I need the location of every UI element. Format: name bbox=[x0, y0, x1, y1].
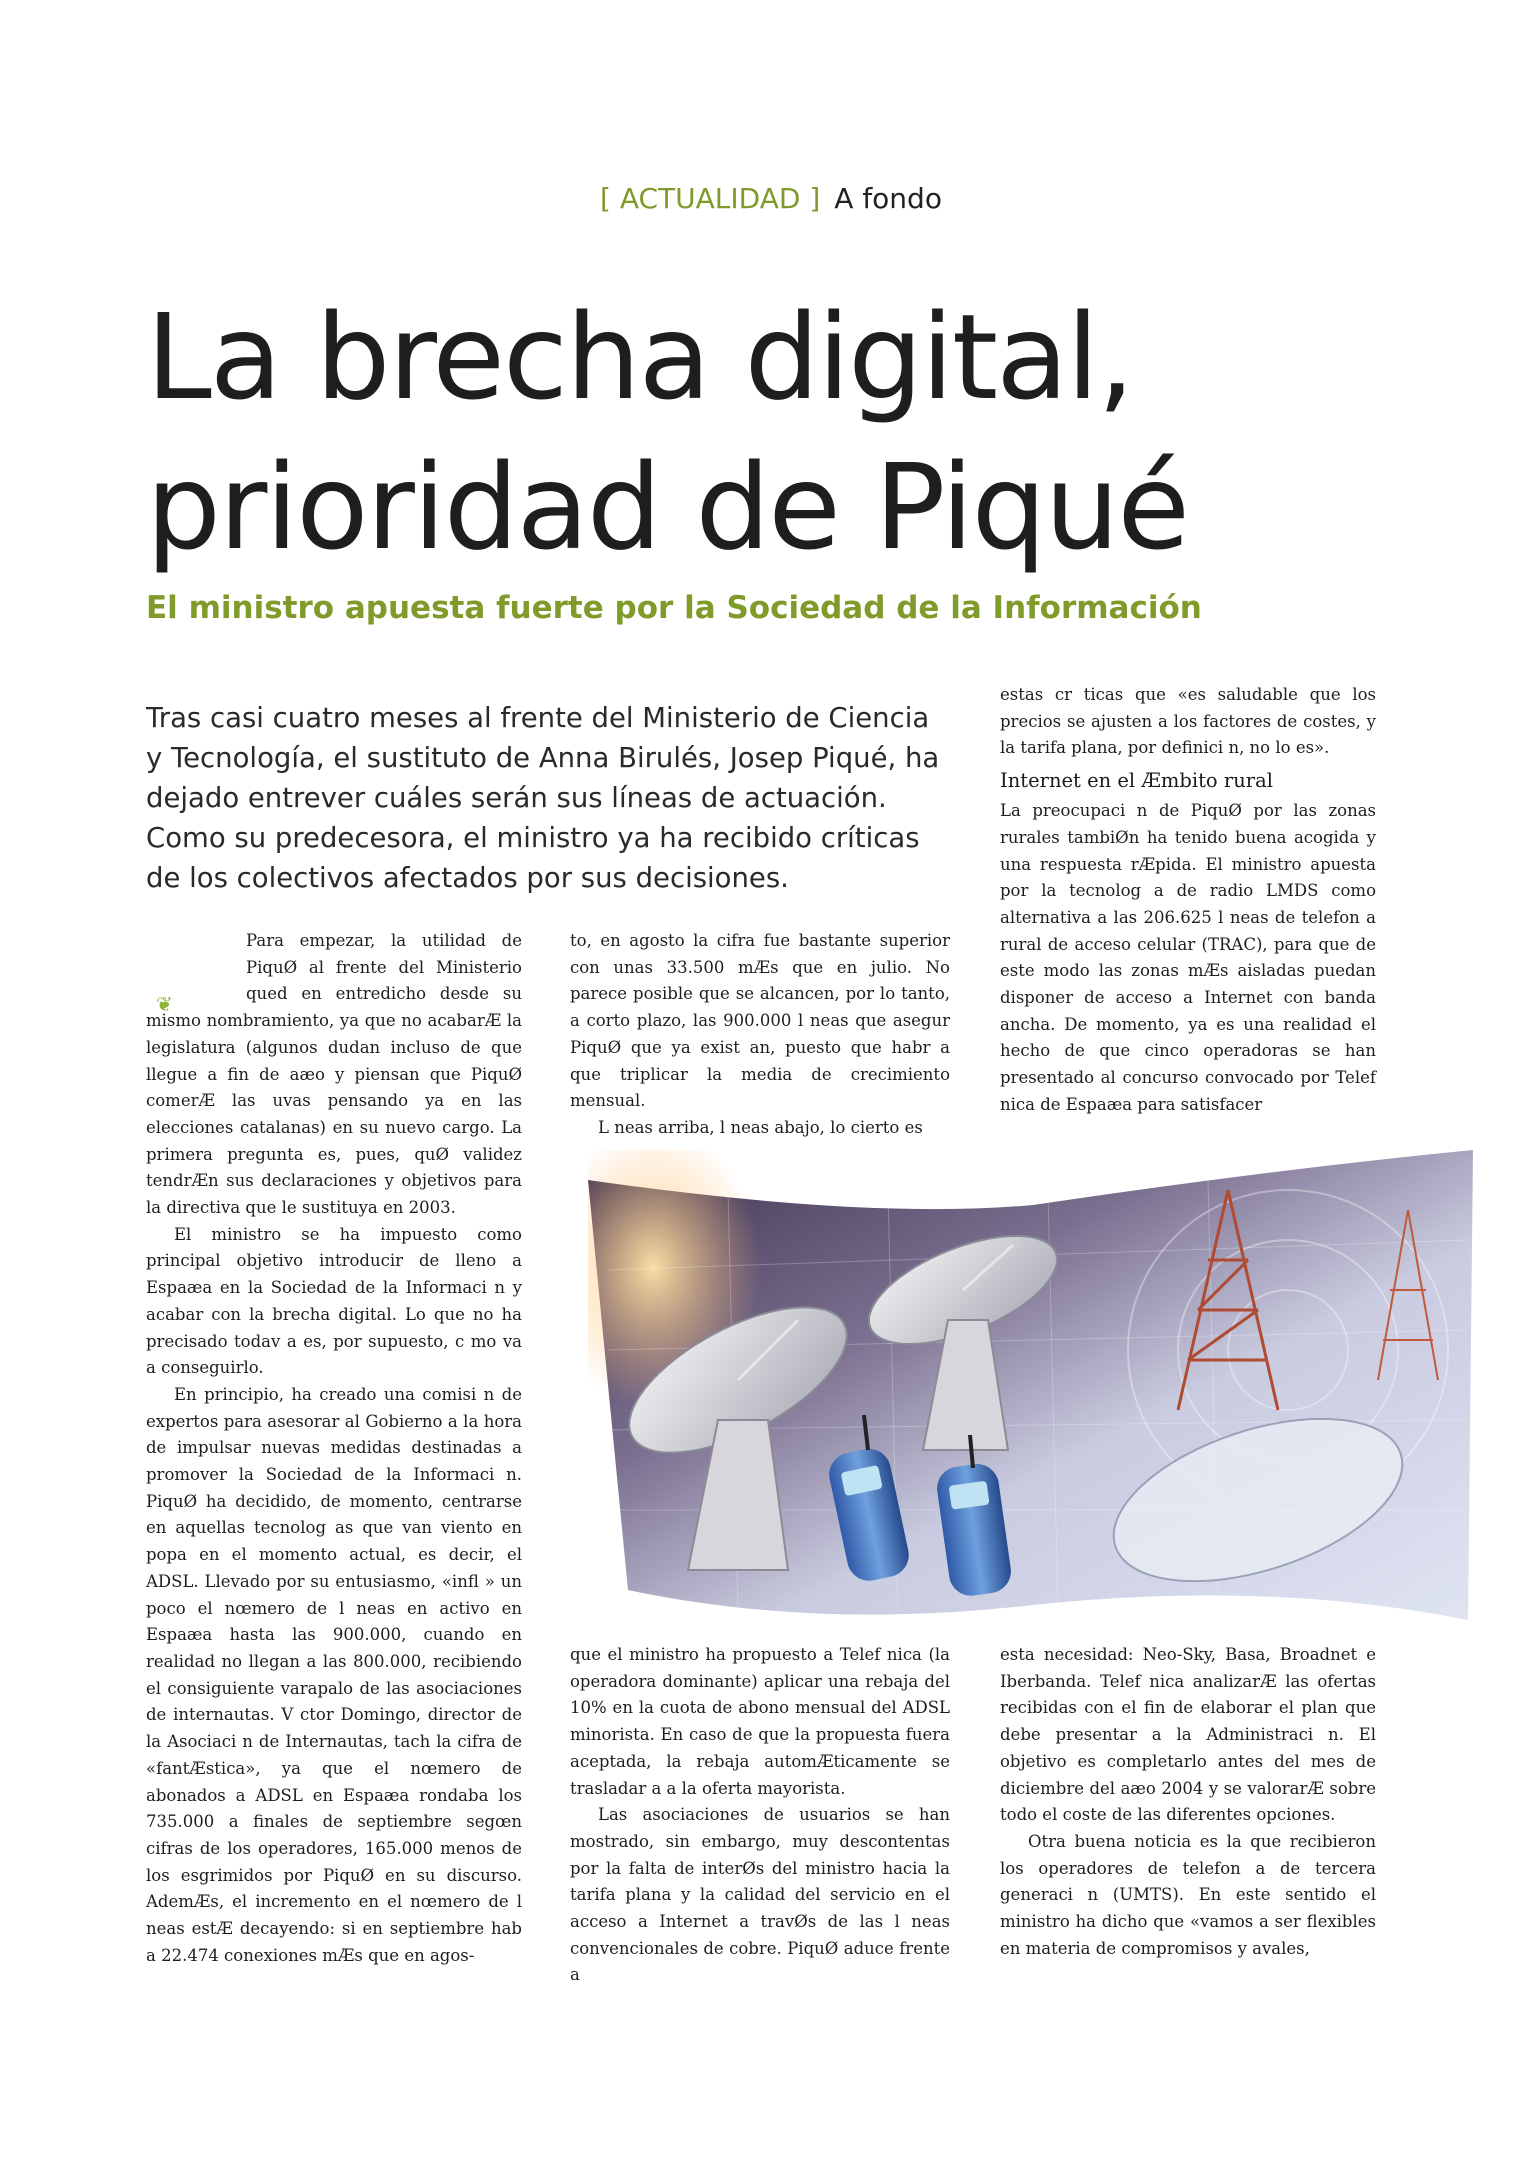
section-header bbox=[600, 182, 942, 215]
section-name: A fondo bbox=[834, 182, 942, 215]
column-2-paragraph-4: Las asociaciones de usuarios se han mostrado, sin embargo, muy descontentas por la falta de interØs del ministro hacia la tarifa plana y la calidad del servicio en el acceso a Internet a travØs de las l neas convencionales de cobre. PiquØ aduce frente a bbox=[570, 1805, 950, 1985]
column-2-paragraph-2: L neas arriba, l neas abajo, lo cierto es bbox=[598, 1117, 923, 1137]
column-2-paragraph-1: to, en agosto la cifra fue bastante superior con unas 33.500 mÆs que en julio. No parece posible que se alcancen, por lo tanto, a corto plazo, las 900.000 l neas que asegur PiquØ que ya exist an, puesto que habr a que triplicar la media de crecimiento mensual. bbox=[570, 931, 950, 1111]
lead-paragraph: Tras casi cuatro meses al frente del Ministerio de Ciencia y Tecnología, el sustituto de Anna Birulés, Josep Piqué, ha dejado entrever cuáles serán sus líneas de actuación. Como su predecesora, el ministro ya ha recibido críticas de los colectivos afectados por sus decisiones. bbox=[146, 702, 940, 894]
article-subtitle: El ministro apuesta fuerte por la Sociedad de la Información bbox=[146, 590, 1202, 626]
illustration-svg bbox=[568, 1150, 1498, 1630]
column-3-paragraph-1: estas cr ticas que «es saludable que los precios se ajusten a los factores de costes, y la tarifa plana, por definici n, no lo es». bbox=[1000, 685, 1376, 758]
title-line-2: prioridad de Piqué bbox=[146, 438, 1188, 576]
leaf-ornament-icon: ❦ bbox=[156, 992, 173, 1016]
column-1-paragraph-2: El ministro se ha impuesto como principal objetivo introducir de lleno a Espaæa en la Sociedad de la Informaci n y acabar con la brecha digital. Lo que no ha precisado todav a es, por supuesto, c mo va a conseguirlo. bbox=[146, 1224, 522, 1378]
telecom-illustration bbox=[568, 1150, 1498, 1630]
column-3-heading: Internet en el Æmbito rural bbox=[1000, 769, 1273, 793]
column-3-paragraph-4: Otra buena noticia es la que recibieron los operadores de telefon a de tercera generaci n (UMTS). En este sentido el ministro ha dicho que «vamos a ser flexibles en materia de compromisos y avales, bbox=[1000, 1831, 1376, 1958]
column-1 bbox=[146, 928, 522, 1969]
column-3-bottom bbox=[1000, 1642, 1376, 1962]
section-kicker: [ ACTUALIDAD ] bbox=[600, 182, 821, 215]
column-2-top bbox=[570, 928, 950, 1142]
article-title bbox=[146, 282, 1188, 582]
column-3-paragraph-3: esta necesidad: Neo-Sky, Basa, Broadnet e Iberbanda. Telef nica analizarÆ las ofertas recibidas con el fin de elaborar el plan que debe presentar a la Administraci n. El objetivo es completarlo antes del mes de diciembre del aæo 2004 y se valorarÆ sobre todo el coste de las diferentes opciones. bbox=[1000, 1645, 1376, 1825]
column-1-paragraph-3: En principio, ha creado una comisi n de expertos para asesorar al Gobierno a la hora de impulsar nuevas medidas destinadas a promover la Sociedad de la Informaci n. PiquØ ha decidido, de momento, centrarse en aquellas tecnolog as que van viento en popa en el momento actual, es decir, el ADSL. Llevado por su entusiasmo, «infl » un poco el nœmero de l neas en activo en Espaæa hasta las 900.000, cuando en realidad no llegan a las 800.000, recibiendo el consiguiente varapalo de las asociaciones de internautas. V ctor Domingo, director de la Asociaci n de Internautas, tach la cifra de «fantÆstica», ya que el nœmero de abonados a ADSL en Espaæa rondaba los 735.000 a finales de septiembre segœn cifras de los operadores, 165.000 menos de los esgrimidos por PiquØ en su discurso. AdemÆs, el incremento en el nœmero de l neas estÆ decayendo: si en septiembre hab a 22.474 conexiones mÆs que en agos- bbox=[146, 1384, 522, 1965]
column-2-bottom bbox=[570, 1642, 950, 1989]
column-3-top bbox=[1000, 682, 1376, 1119]
column-3-paragraph-2: La preocupaci n de PiquØ por las zonas rurales tambiØn ha tenido buena acogida y una respuesta rÆpida. El ministro apuesta por la tecnolog a de radio LMDS como alternativa a las 206.625 l neas de telefon a rural de acceso celular (TRAC), para que de este modo las zonas mÆs aisladas puedan disponer de acceso a Internet con banda ancha. De momento, ya es una realidad el hecho de que cinco operadoras se han presentado al concurso convocado por Telef nica de Espaæa para satisfacer bbox=[1000, 801, 1376, 1114]
column-1-paragraph-1: Para empezar, la utilidad de PiquØ al frente del Ministerio qued en entredicho desde su mismo nombramiento, ya que no acabarÆ la legislatura (algunos dudan incluso de que llegue a fin de aæo y piensan que PiquØ comerÆ las uvas pensando ya en las elecciones catalanas) en su nuevo cargo. La primera pregunta es, pues, quØ validez tendrÆn sus declaraciones y objetivos para la directiva que le sustituya en 2003. bbox=[146, 931, 522, 1218]
column-2-paragraph-3: que el ministro ha propuesto a Telef nica (la operadora dominante) aplicar una rebaja del 10% en la cuota de abono mensual del ADSL minorista. En caso de que la propuesta fuera aceptada, la rebaja automÆticamente se trasladar a a la oferta mayorista. bbox=[570, 1645, 950, 1798]
title-line-1: La brecha digital, bbox=[146, 288, 1133, 426]
